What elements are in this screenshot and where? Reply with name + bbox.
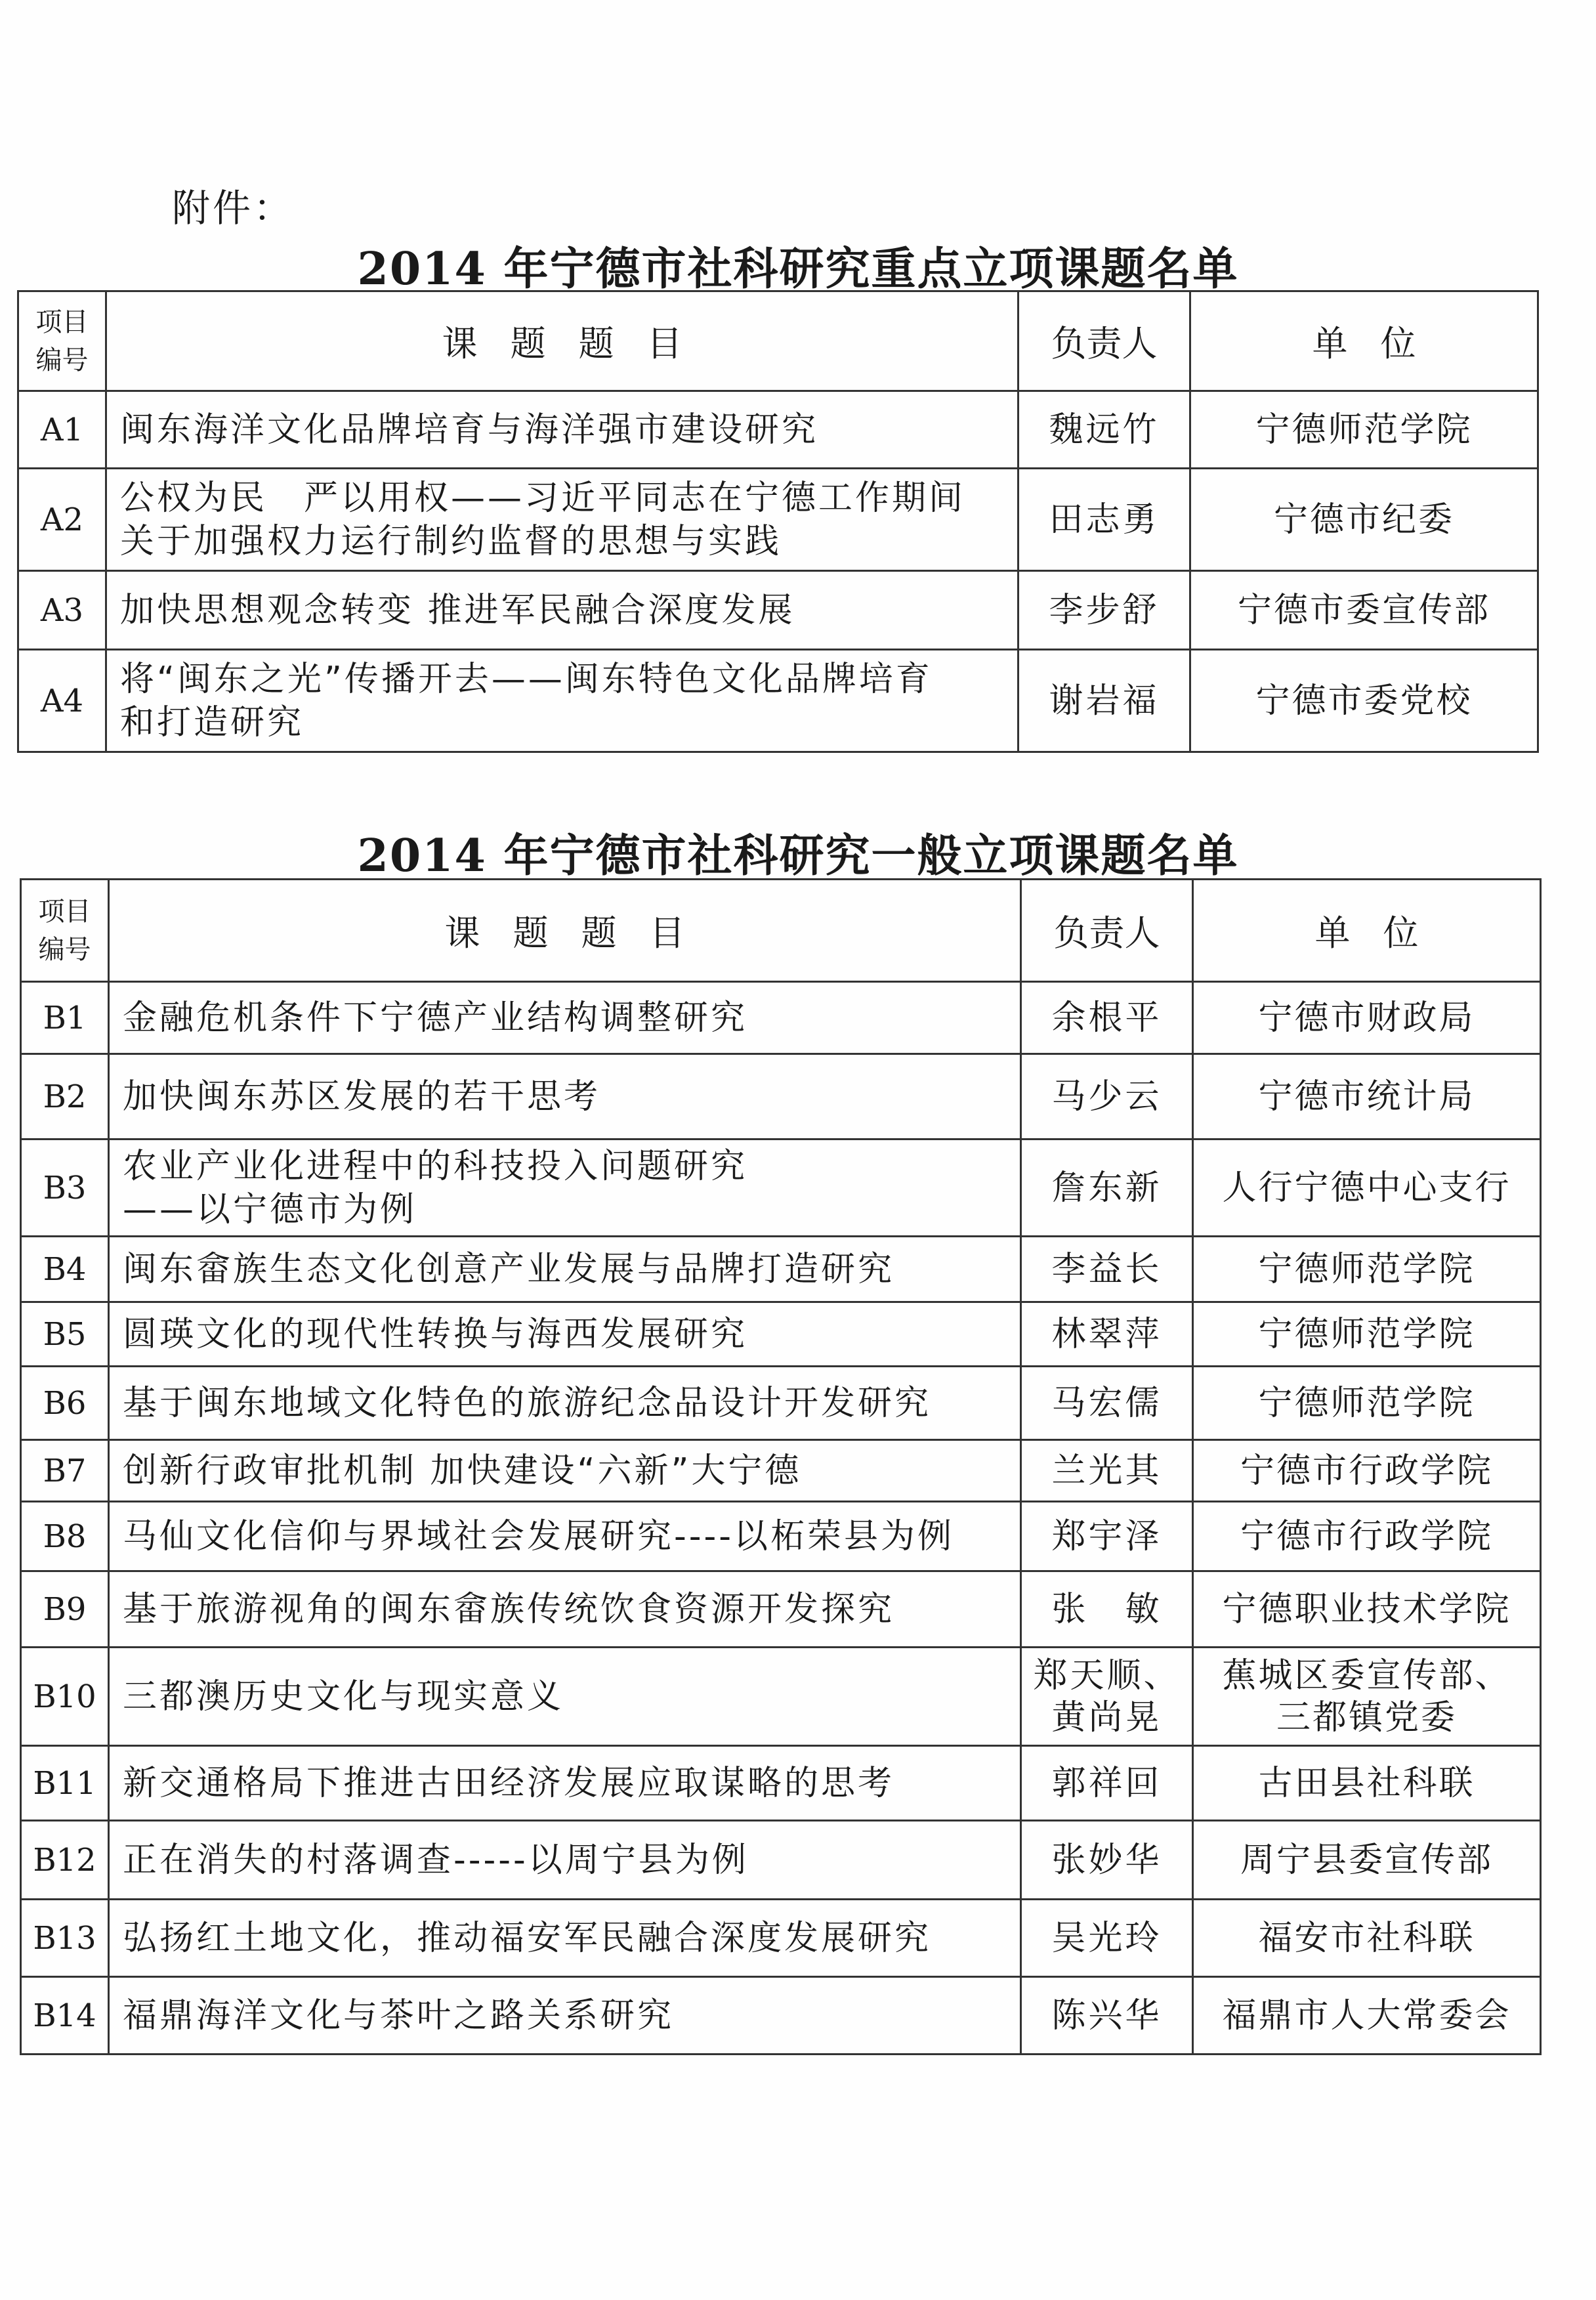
table-row [21,1746,1541,1821]
row-unit: 古田县社科联 [1193,1746,1541,1821]
key-projects-title: 2014 年宁德市社科研究重点立项课题名单 [357,243,1239,295]
row-number: B1 [21,982,109,1054]
row-unit: 宁德市统计局 [1193,1054,1541,1139]
row-topic: 金融危机条件下宁德产业结构调整研究 [109,982,1021,1054]
row-topic: 弘扬红土地文化，推动福安军民融合深度发展研究 [109,1900,1021,1977]
row-unit: 宁德师范学院 [1190,391,1538,469]
row-number: B13 [21,1900,109,1977]
row-topic: 加快思想观念转变 推进军民融合深度发展 [106,571,1018,650]
row-number: B5 [21,1302,109,1367]
table-row [21,1977,1541,2055]
row-topic: 农业产业化进程中的科技投入问题研究 ——以宁德市为例 [109,1139,1021,1237]
row-number: B4 [21,1237,109,1302]
row-topic: 将“闽东之光”传播开去——闽东特色文化品牌培育 和打造研究 [106,650,1018,752]
row-topic: 闽东海洋文化品牌培育与海洋强市建设研究 [106,391,1018,469]
header-unit: 单位 [1193,880,1541,982]
row-topic: 公权为民 严以用权——习近平同志在宁德工作期间 关于加强权力运行制约监督的思想与实践 [106,469,1018,571]
row-unit: 宁德职业技术学院 [1193,1571,1541,1648]
table-row [21,1502,1541,1571]
row-leader: 林翠萍 [1021,1302,1193,1367]
table-row [18,650,1538,752]
row-topic: 加快闽东苏区发展的若干思考 [109,1054,1021,1139]
row-leader: 郭祥回 [1021,1746,1193,1821]
row-number: A1 [18,391,106,469]
row-leader: 谢岩福 [1018,650,1190,752]
row-leader: 詹东新 [1021,1139,1193,1237]
row-leader: 吴光玲 [1021,1900,1193,1977]
table-header-row [21,880,1541,982]
row-topic: 基于闽东地域文化特色的旅游纪念品设计开发研究 [109,1367,1021,1440]
row-number: A2 [18,469,106,571]
row-leader: 马宏儒 [1021,1367,1193,1440]
row-unit: 宁德师范学院 [1193,1367,1541,1440]
row-leader: 兰光其 [1021,1440,1193,1502]
row-unit: 宁德市纪委 [1190,469,1538,571]
row-topic: 新交通格局下推进古田经济发展应取谋略的思考 [109,1746,1021,1821]
row-leader: 李益长 [1021,1237,1193,1302]
row-leader: 张妙华 [1021,1821,1193,1900]
table-row [21,1054,1541,1139]
row-unit: 福安市社科联 [1193,1900,1541,1977]
header-project-number: 项目 编号 [21,880,109,982]
row-number: B11 [21,1746,109,1821]
header-leader: 负责人 [1018,291,1190,391]
table-row [21,1571,1541,1648]
row-unit: 宁德市委宣传部 [1190,571,1538,650]
row-unit: 宁德市行政学院 [1193,1502,1541,1571]
table-header-row [18,291,1538,391]
row-unit: 宁德市财政局 [1193,982,1541,1054]
row-number: B8 [21,1502,109,1571]
table-row [21,1367,1541,1440]
row-number: B3 [21,1139,109,1237]
row-unit: 宁德师范学院 [1193,1302,1541,1367]
row-leader: 陈兴华 [1021,1977,1193,2055]
table-row [21,1237,1541,1302]
row-leader: 田志勇 [1018,469,1190,571]
header-leader: 负责人 [1021,880,1193,982]
row-topic: 三都澳历史文化与现实意义 [109,1648,1021,1746]
table-row [21,1821,1541,1900]
row-unit: 福鼎市人大常委会 [1193,1977,1541,2055]
row-leader: 李步舒 [1018,571,1190,650]
row-topic: 圆瑛文化的现代性转换与海西发展研究 [109,1302,1021,1367]
row-leader: 马少云 [1021,1054,1193,1139]
header-project-number: 项目 编号 [18,291,106,391]
row-topic: 马仙文化信仰与界域社会发展研究----以柘荣县为例 [109,1502,1021,1571]
table-row [18,391,1538,469]
row-unit: 蕉城区委宣传部、 三都镇党委 [1193,1648,1541,1746]
key-projects-table [17,290,1539,753]
table-row [21,1302,1541,1367]
row-number: B10 [21,1648,109,1746]
row-number: B9 [21,1571,109,1648]
row-leader: 张 敏 [1021,1571,1193,1648]
row-topic: 福鼎海洋文化与茶叶之路关系研究 [109,1977,1021,2055]
row-number: A3 [18,571,106,650]
table-row [21,1900,1541,1977]
row-unit: 人行宁德中心支行 [1193,1139,1541,1237]
row-number: B6 [21,1367,109,1440]
header-topic: 课题题目 [106,291,1018,391]
row-unit: 宁德师范学院 [1193,1237,1541,1302]
row-number: A4 [18,650,106,752]
table-row [21,1440,1541,1502]
row-number: B14 [21,1977,109,2055]
table-row [21,982,1541,1054]
table-row [18,571,1538,650]
row-number: B12 [21,1821,109,1900]
row-number: B7 [21,1440,109,1502]
header-topic: 课题题目 [109,880,1021,982]
row-topic: 闽东畲族生态文化创意产业发展与品牌打造研究 [109,1237,1021,1302]
row-topic: 创新行政审批机制 加快建设“六新”大宁德 [109,1440,1021,1502]
general-projects-table [20,878,1542,2055]
row-leader: 余根平 [1021,982,1193,1054]
general-projects-title: 2014 年宁德市社科研究一般立项课题名单 [357,830,1239,882]
attachment-label: 附件： [172,186,295,230]
row-number: B2 [21,1054,109,1139]
table-row [21,1648,1541,1746]
row-topic: 正在消失的村落调查-----以周宁县为例 [109,1821,1021,1900]
row-unit: 宁德市行政学院 [1193,1440,1541,1502]
row-leader: 郑宇泽 [1021,1502,1193,1571]
row-topic: 基于旅游视角的闽东畲族传统饮食资源开发探究 [109,1571,1021,1648]
table-row [18,469,1538,571]
row-leader: 郑天顺、 黄尚晃 [1021,1648,1193,1746]
row-leader: 魏远竹 [1018,391,1190,469]
row-unit: 宁德市委党校 [1190,650,1538,752]
table-row [21,1139,1541,1237]
row-unit: 周宁县委宣传部 [1193,1821,1541,1900]
header-unit: 单位 [1190,291,1538,391]
